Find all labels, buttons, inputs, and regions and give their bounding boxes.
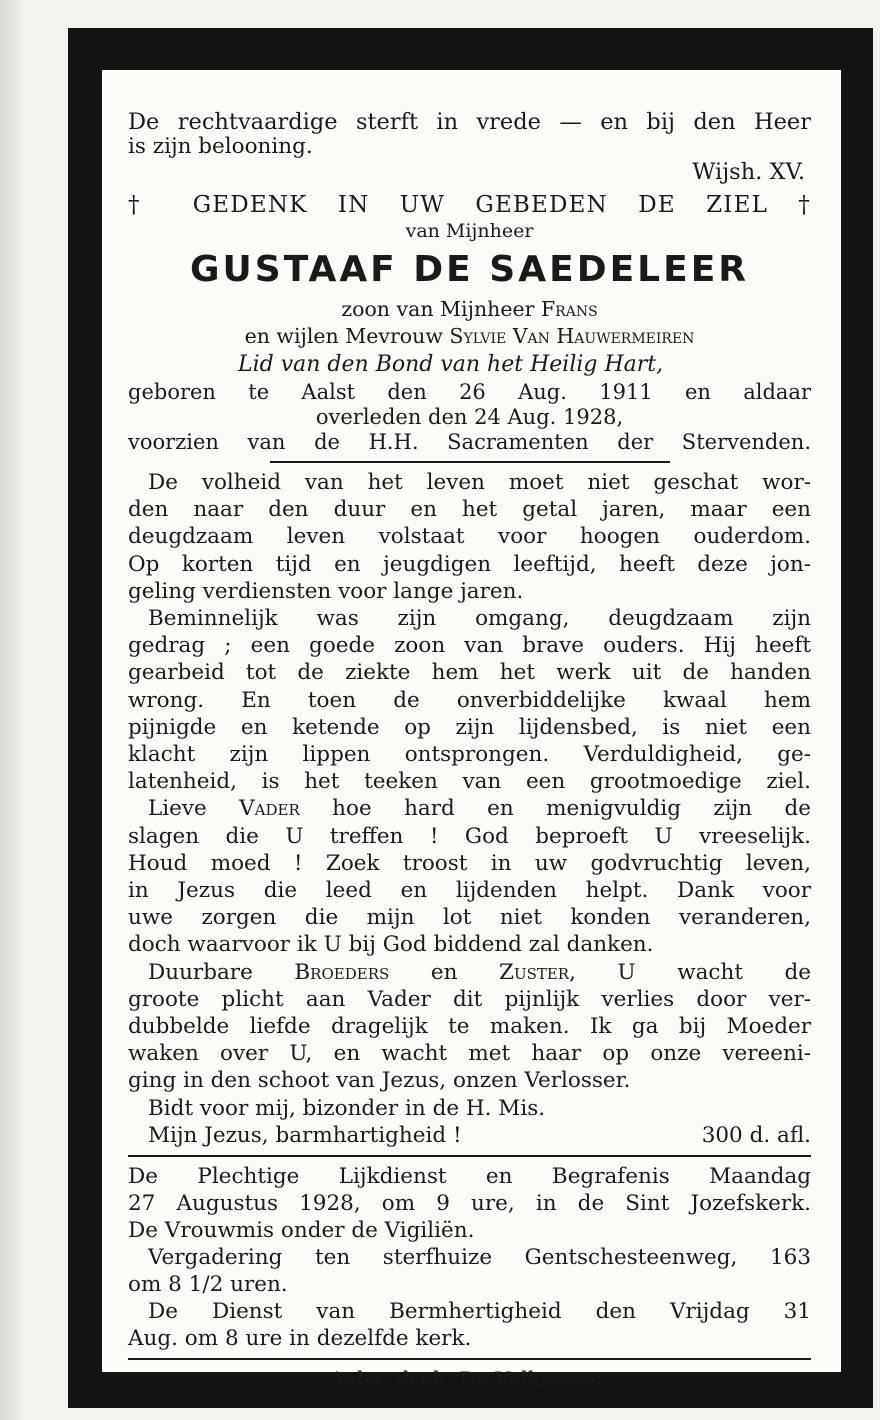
- quote-reference: Wijsh. XV.: [692, 159, 805, 185]
- text-line: [128, 795, 811, 822]
- text-line: in Jezus die leed en lijdenden helpt. Dank voor: [128, 878, 811, 904]
- broeders-word: Broeders: [294, 959, 390, 985]
- membership-line: Lid van den Bond van het Heilig Hart,: [238, 352, 664, 377]
- vader-prefix: Lieve: [148, 796, 207, 822]
- text-line: De volheid van het leven moet niet geschat wor-: [148, 470, 811, 495]
- zuster-word: Zuster,: [499, 959, 576, 985]
- father-prefix: zoon van Mijnheer: [341, 297, 535, 321]
- broeders-prefix: Duurbare: [148, 959, 253, 985]
- footer-line: De Dienst van Bermhertigheid den Vrijdag 31: [148, 1299, 811, 1325]
- birth-line: geboren te Aalst den 26 Aug. 1911 en aldaar: [128, 380, 811, 404]
- text-line: waken over U, en wacht met haar op onze vereeni-: [128, 1041, 811, 1067]
- death-line: overleden den 24 Aug. 1928,: [315, 405, 624, 429]
- mother-name: Sylvie Van Hauwermeiren: [449, 324, 695, 348]
- indulgence-note: 300 d. afl.: [701, 1122, 811, 1148]
- divider: [128, 1155, 811, 1157]
- text-line: wrong. En toen de onverbiddelijke kwaal hem: [128, 687, 811, 713]
- text-line: slagen die U treffen ! God beproeft U vreeselijk.: [128, 823, 811, 849]
- life-dates: [128, 380, 811, 455]
- text-line: Op korten tijd en jeugdigen leeftijd, heeft deze jon-: [128, 551, 811, 577]
- honorific: van Mijnheer: [405, 220, 534, 242]
- vader-word: Vader: [239, 796, 300, 822]
- scripture-quote: [128, 110, 811, 184]
- text-line: klacht zijn lippen ontsprongen. Verduldigheid, ge-: [128, 742, 811, 768]
- mourning-border: [68, 28, 873, 1408]
- footer-line: Aug. om 8 ure in dezelfde kerk.: [128, 1326, 472, 1352]
- mother-prefix: en wijlen Mevrouw: [244, 324, 443, 348]
- text-line: den naar den duur en het getal jaren, maar een: [128, 497, 811, 523]
- text-line: deugdzaam leven volstaat voor hoogen ouderdom.: [128, 524, 811, 550]
- text-line: groote plicht aan Vader dit pijnlijk verlies door ver-: [128, 986, 811, 1012]
- text-line: uwe zorgen die mijn lot niet konden veranderen,: [128, 905, 811, 931]
- footer-line: 27 Augustus 1928, om 9 ure, in de Sint Jozefskerk.: [128, 1191, 811, 1217]
- footer-line: De Vrouwmis onder de Vigiliën.: [128, 1218, 475, 1244]
- gedenk-heading: † GEDENK IN UW GEBEDEN DE ZIEL †: [128, 192, 811, 218]
- funeral-details: [128, 1163, 811, 1352]
- quote-line: De rechtvaardige sterft in vrede — en bij den Heer: [128, 109, 811, 135]
- deceased-name: GUSTAAF DE SAEDELEER: [189, 249, 750, 290]
- conjunction: en: [430, 959, 458, 985]
- text-line: Beminnelijk was zijn omgang, deugdzaam zijn: [148, 606, 811, 632]
- text-line: [128, 959, 811, 986]
- printer-credit: Aalst, druk. De Volksstem.: [329, 1368, 610, 1393]
- quote-line: is zijn belooning.: [128, 134, 313, 159]
- prayer-line: Bidt voor mij, bizonder in de H. Mis.: [148, 1095, 546, 1121]
- text-line: dubbelde liefde dragelijk te maken. Ik ga bij Moeder: [128, 1014, 811, 1040]
- father-name: Frans: [540, 297, 598, 321]
- footer-line: om 8 1/2 uren.: [128, 1272, 288, 1298]
- text-line: Houd moed ! Zoek troost in uw godvruchtig leven,: [128, 850, 811, 876]
- sacraments-line: voorzien van de H.H. Sacramenten der Stervenden.: [128, 430, 811, 454]
- father-line: [128, 296, 811, 323]
- text-line: ging in den schoot van Jezus, onzen Verlosser.: [128, 1068, 631, 1094]
- footer-line: Vergadering ten sterfhuize Gentschesteenweg, 163: [148, 1245, 811, 1271]
- text-line: pijnigde en ketende op zijn lijdensbed, is niet een: [128, 714, 811, 740]
- prayer-row: [128, 1122, 811, 1149]
- prayer-line: Mijn Jezus, barmhartigheid !: [148, 1122, 462, 1148]
- scan-margin: [0, 0, 22, 1420]
- broeders-rest: U wacht de: [617, 959, 812, 985]
- text-line: doch waarvoor ik U bij God biddend zal danken.: [128, 932, 654, 958]
- divider: [128, 1358, 811, 1360]
- text-line: gedrag ; een goede zoon van brave ouders. Hij heeft: [128, 633, 811, 659]
- text-line: gearbeid tot de ziekte hem het werk uit de handen: [128, 660, 811, 686]
- footer-line: De Plechtige Lijkdienst en Begrafenis Maandag: [128, 1164, 811, 1190]
- memorial-card: [102, 70, 841, 1393]
- divider: [270, 461, 670, 463]
- mother-line: [128, 323, 811, 350]
- eulogy-text: [128, 469, 811, 1149]
- text-line: geling verdiensten voor lange jaren.: [128, 578, 524, 604]
- text-line: latenheid, is het teeken van een grootmoedige ziel.: [128, 769, 811, 795]
- vader-rest: hoe hard en menigvuldig zijn de: [332, 796, 811, 822]
